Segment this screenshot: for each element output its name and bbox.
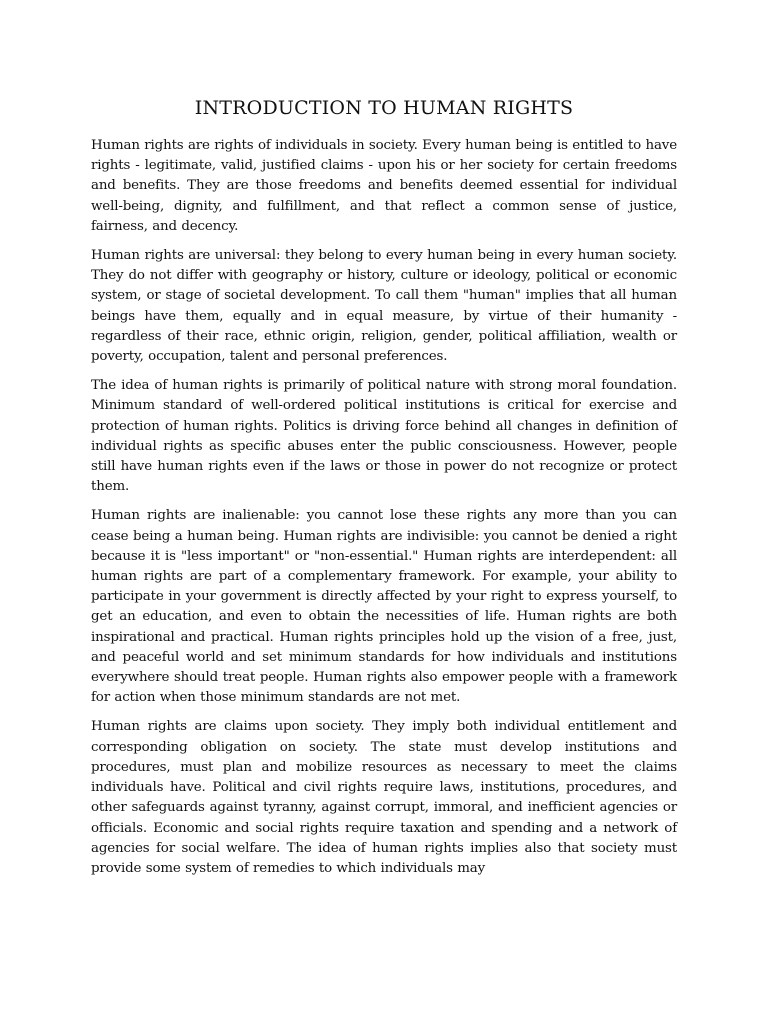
paragraph-2: Human rights are universal: they belong to every human being in every human society. They do not differ with geography or history, culture or ideology, political or economic system, or stage of societal development. To call them "human" implies that all human beings have them, equally and in equal measure, by virtue of their humanity - regardless of their race, ethnic origin, religion, gender, political affiliation, wealth or poverty, occupation, talent and personal preferences. bbox=[91, 248, 677, 365]
page-title: INTRODUCTION TO HUMAN RIGHTS bbox=[194, 97, 574, 119]
document-body bbox=[91, 136, 677, 888]
paragraph-1: Human rights are rights of individuals in society. Every human being is entitled to have rights - legitimate, valid, justified claims - upon his or her society for certain freedoms and benefits. They are those freedoms and benefits deemed essential for individual well-being, dignity, and fulfillment, and that reflect a common sense of justice, fairness, and decency. bbox=[91, 138, 677, 234]
paragraph-3: The idea of human rights is primarily of political nature with strong moral foundation. Minimum standard of well-ordered political institutions is critical for exercise and protection of human rights. Politics is driving force behind all changes in definition of individual rights as specific abuses enter the public consciousness. However, people still have human rights even if the laws or those in power do not recognize or protect them. bbox=[91, 378, 677, 495]
paragraph-4: Human rights are inalienable: you cannot lose these rights any more than you can cease being a human being. Human rights are indivisible: you cannot be denied a right because it is "less important" or "non-essential." Human rights are interdependent: all human rights are part of a complementary framework. For example, your ability to participate in your government is directly affected by your right to express yourself, to get an education, and even to obtain the necessities of life. Human rights are both inspirational and practical. Human rights principles hold up the vision of a free, just, and peaceful world and set minimum standards for how individuals and institutions everywhere should treat people. Human rights also empower people with a framework for action when those minimum standards are not met. bbox=[91, 508, 677, 706]
paragraph-5: Human rights are claims upon society. They imply both individual entitlement and corresponding obligation on society. The state must develop institutions and procedures, must plan and mobilize resources as necessary to meet the claims individuals have. Political and civil rights require laws, institutions, procedures, and other safeguards against tyranny, against corrupt, immoral, and inefficient agencies or officials. Economic and social rights require taxation and spending and a network of agencies for social welfare. The idea of human rights implies also that society must provide some system of remedies to which individuals may bbox=[91, 719, 677, 876]
